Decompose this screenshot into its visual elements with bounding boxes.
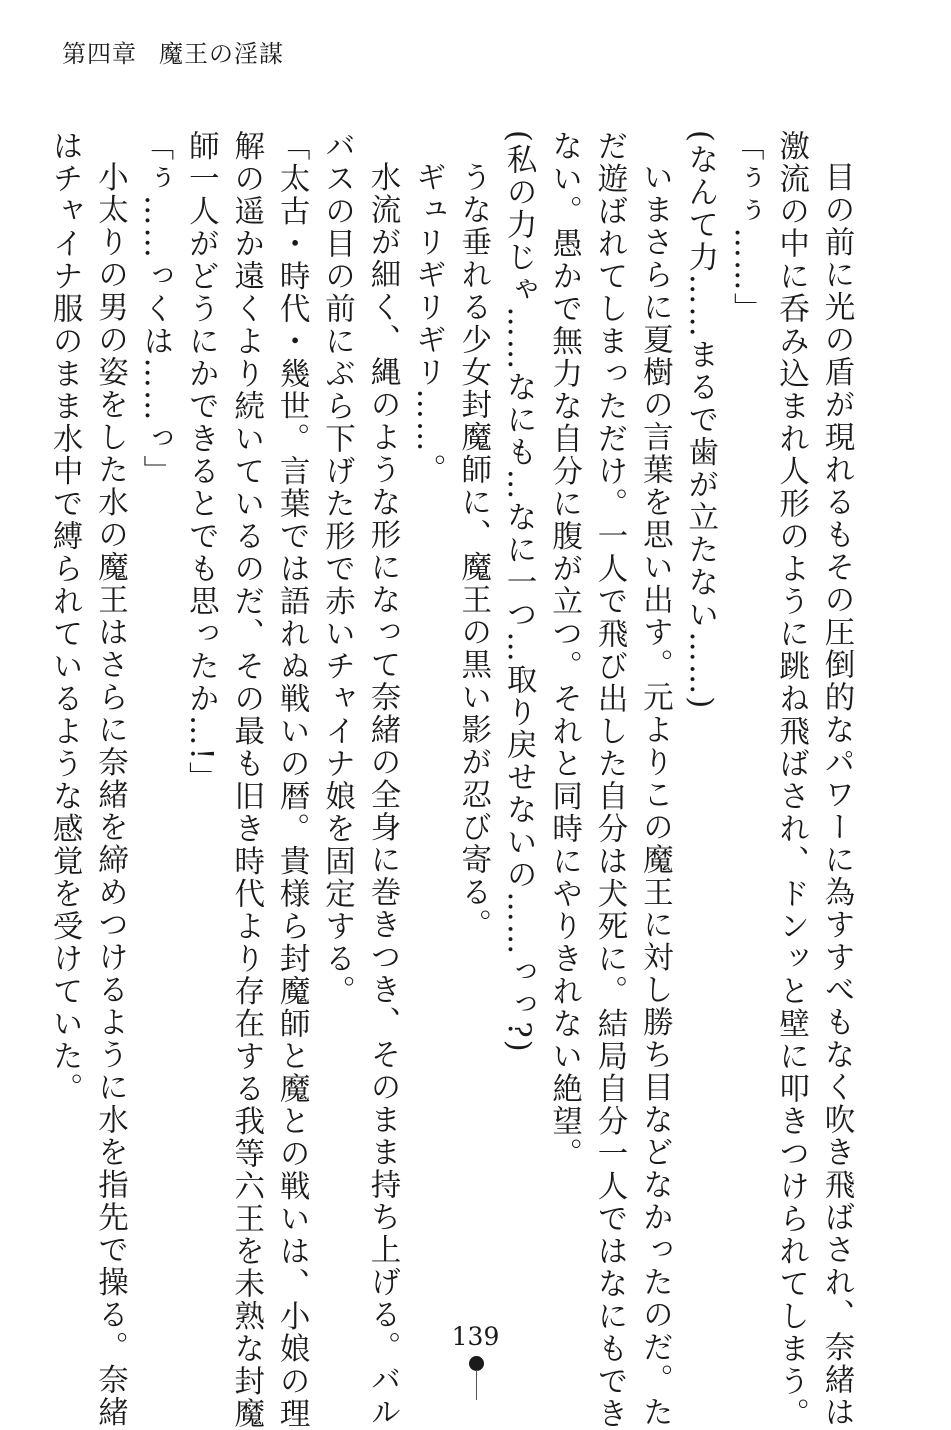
chapter-number: 第四章 [62, 40, 137, 68]
text-line: 小太りの男の姿をした水の魔王はさらに奈緒を締めつけるように水を指先で操る。奈緒 [92, 160, 128, 1428]
text-line: 「ぅ……っくは……っ」 [137, 130, 173, 488]
text-line: (なんて力……まるで歯が立たない……) [682, 130, 718, 711]
text-line: 水流が細く、縄のような形になって奈緒の全身に巻きつき、そのまま持ち上げる。バル [364, 160, 400, 1428]
page-number: 139 [451, 1322, 500, 1351]
text-line: バスの目の前にぶら下げた形で赤いチャイナ娘を固定する。 [319, 130, 355, 1008]
text-line: 「太古・時代・幾世。言葉では語れぬ戦いの暦。貴様ら封魔師と魔との戦いは、小娘の理 [274, 130, 310, 1430]
text-line: ない。愚かで無力な自分に腹が立つ。それと同時にやりきれない絶望。 [546, 130, 582, 1170]
text-line: 「ぅぅ……」 [728, 130, 764, 325]
page-marker-dot [469, 1356, 484, 1371]
text-line: だ遊ばれてしまっただけ。一人で飛び出した自分は犬死に。結局自分一人ではなにもでき [591, 130, 627, 1430]
text-line: いまさらに夏樹の言葉を思い出す。元よりこの魔王に対し勝ち目などなかったのだ。た [637, 160, 673, 1428]
running-head [62, 34, 284, 69]
text-line: (私の力じゃ……なにも…なに一つ…取り戻せないの……っっ?) [501, 130, 537, 1054]
text-line: はチャイナ服のまま水中で縛られているような感覚を受けていた。 [47, 130, 83, 1105]
page-marker-rule [476, 1370, 477, 1400]
chapter-title: 魔王の淫謀 [159, 40, 284, 68]
text-line: ギュリギリギリ……。 [410, 160, 446, 486]
text-line: 目の前に光の盾が現れるもその圧倒的なパワーに為すすべもなく吹き飛ばされ、奈緒は [819, 160, 854, 1428]
text-line: 激流の中に呑み込まれ人形のように跳ね飛ばされ、ドンッと壁に叩きつけられてしまう。 [773, 130, 809, 1430]
text-line: うな垂れる少女封魔師に、魔王の黒い影が忍び寄る。 [455, 160, 491, 941]
text-line: 解の遥か遠くより続いているのだ、その最も旧き時代より存在する我等六王を未熟な封魔 [228, 130, 264, 1430]
text-line: 師一人がどうにかできるとでも思ったか…!」 [183, 130, 219, 795]
